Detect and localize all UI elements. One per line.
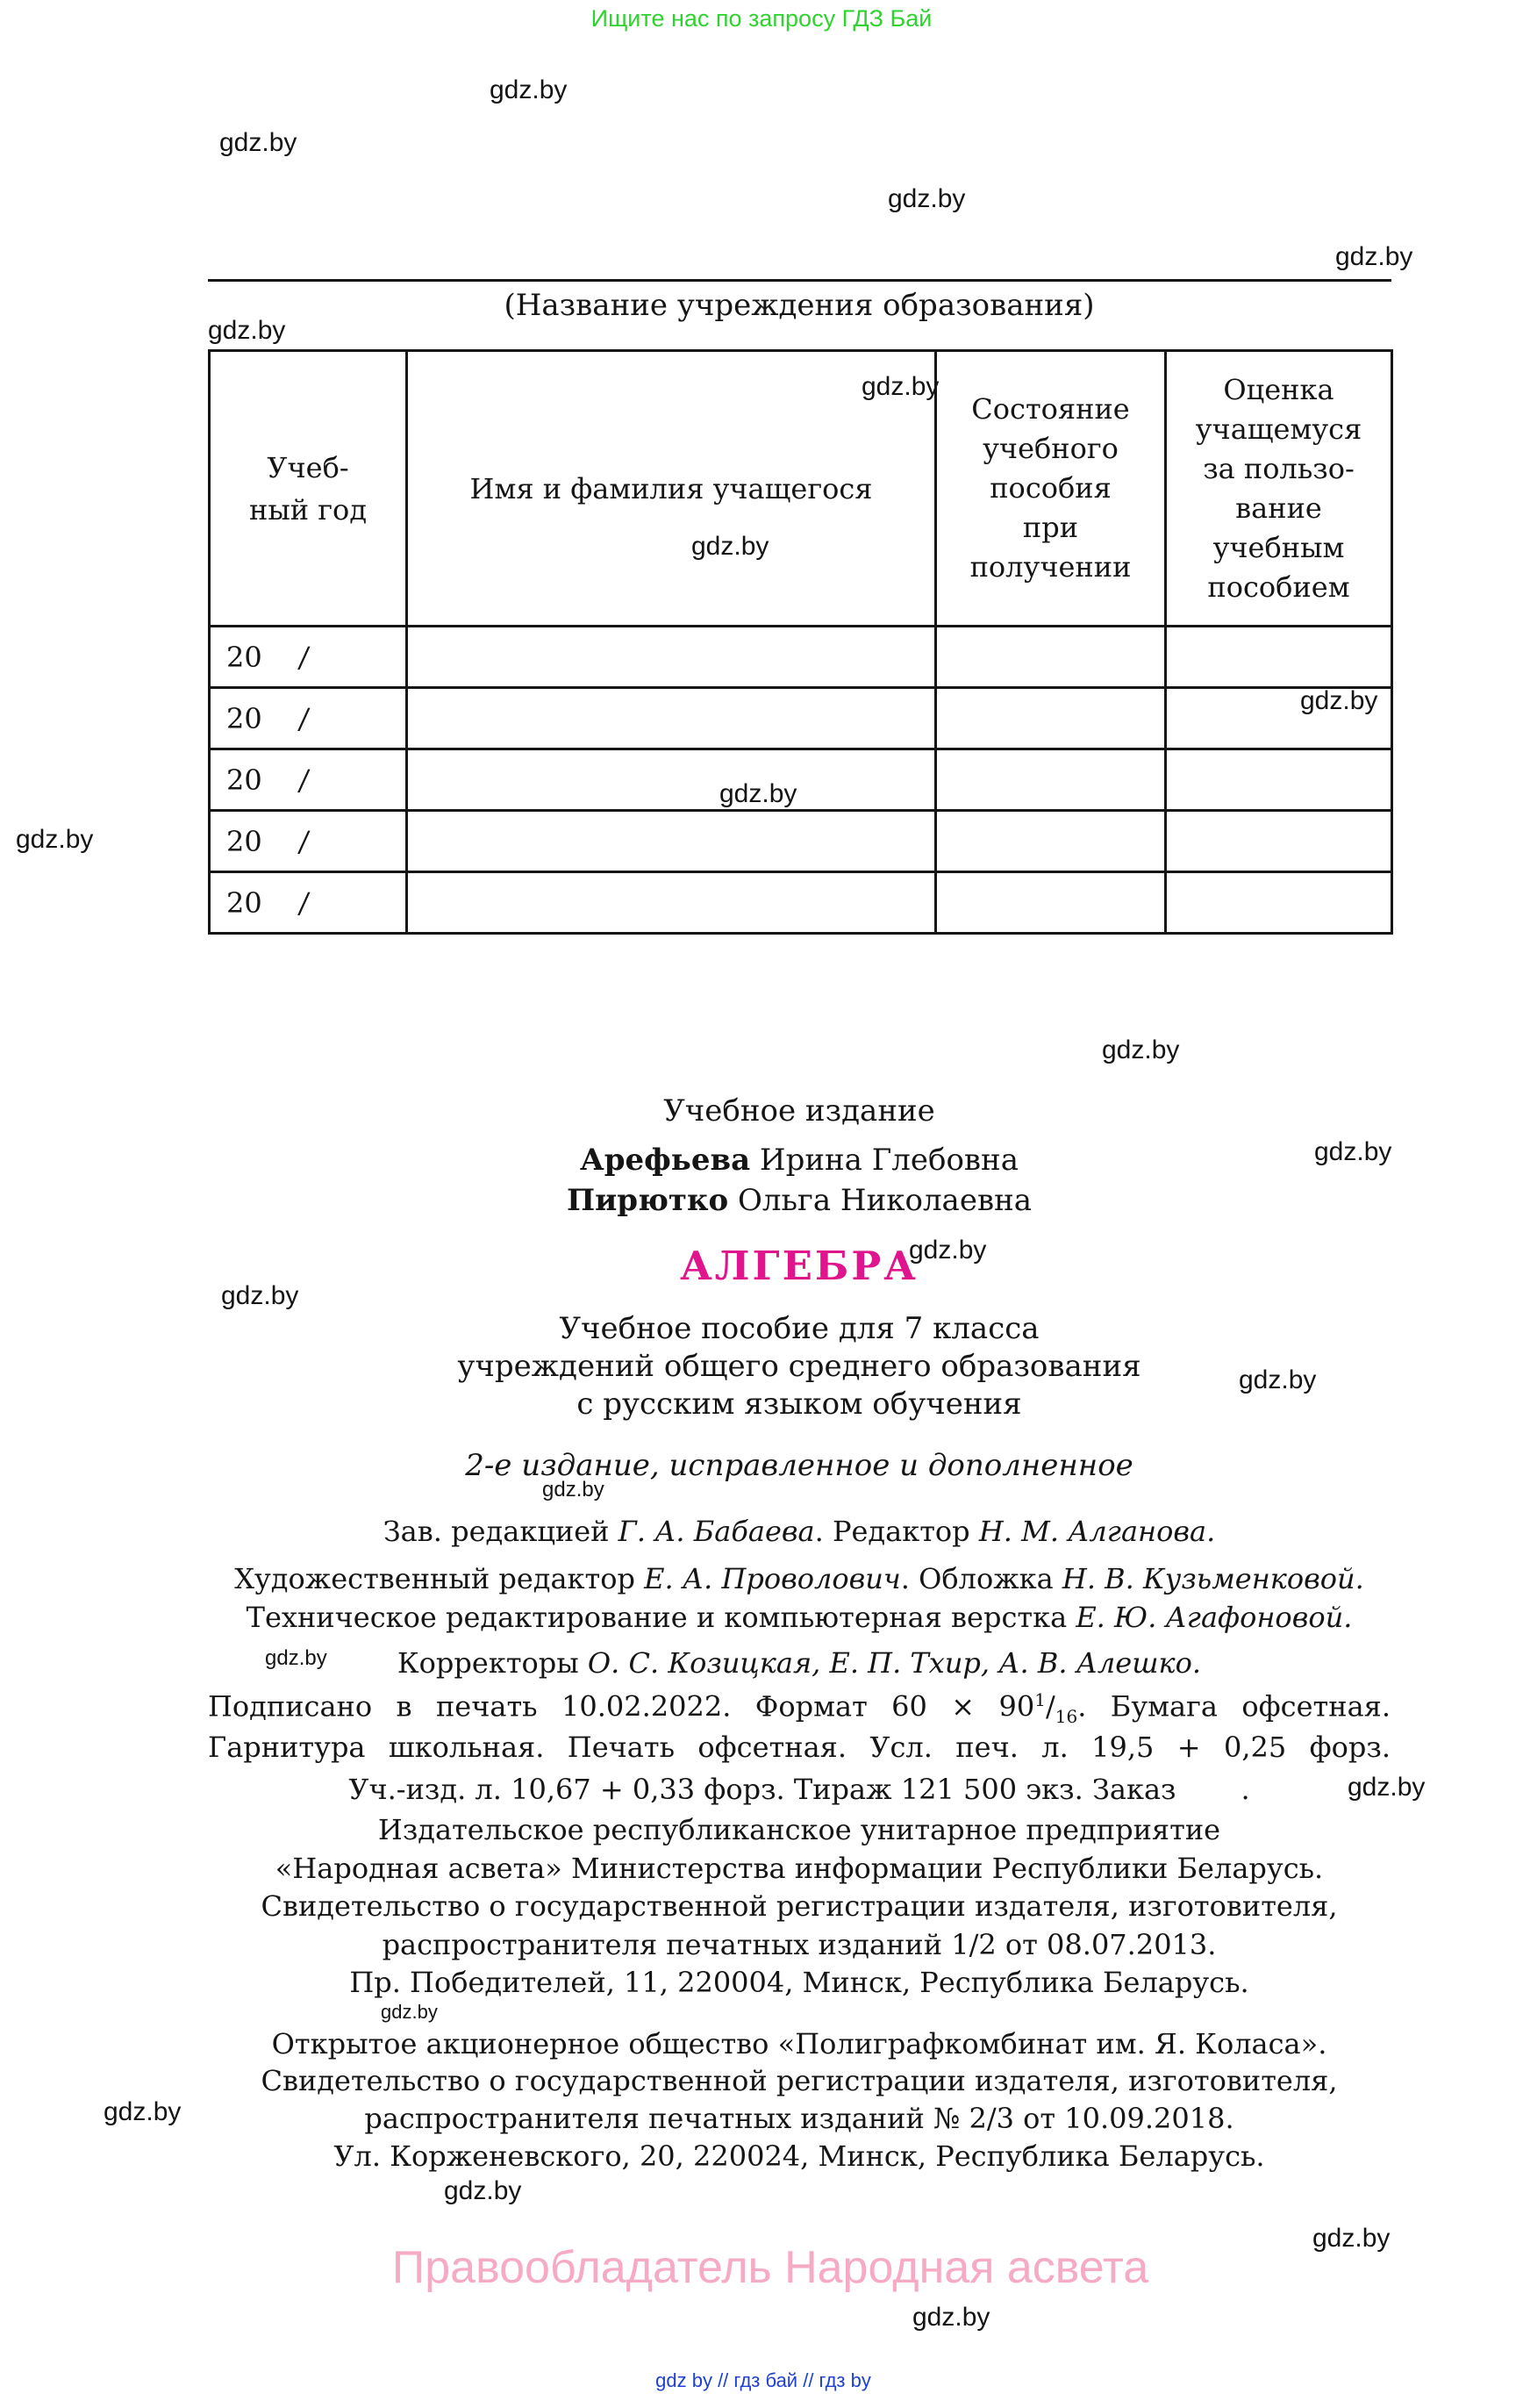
header-text: получении — [969, 550, 1132, 584]
staff-line-editors — [208, 1515, 1391, 1548]
year-slash: / — [297, 824, 311, 858]
gdz-watermark: gdz.by — [691, 532, 769, 561]
year-cell — [210, 872, 407, 934]
print-info-line-2: Гарнитура школьная. Печать офсетная. Усл. печ. л. 19,5 + 0,25 форз. — [208, 1731, 1391, 1764]
gdz-watermark: gdz.by — [1314, 1137, 1392, 1166]
year-slash: / — [297, 763, 311, 797]
publisher-line-1: Издательское республиканское унитарное предприятие — [377, 1813, 1221, 1846]
textbook-usage-table — [208, 349, 1393, 935]
gdz-watermark: gdz.by — [444, 2176, 522, 2205]
name-cell-empty — [407, 688, 936, 749]
staff-line-art — [208, 1562, 1391, 1595]
print-text: Подписано в печать 10.02.2022. Формат 60 × 90 — [208, 1689, 1035, 1724]
order-period: . — [1241, 1773, 1250, 1806]
header-text: за пользо- — [1203, 451, 1355, 485]
name-cell-empty — [407, 872, 936, 934]
gdz-watermark: gdz.by — [221, 1281, 299, 1310]
book-title: АЛГЕБРА — [680, 1243, 919, 1289]
table-row — [210, 688, 1392, 749]
publisher-line-2: «Народная асвета» Министерства информации Республики Беларусь. — [275, 1852, 1324, 1885]
year-cell — [210, 749, 407, 811]
condition-cell-empty — [936, 872, 1166, 934]
signature-line — [208, 279, 1391, 282]
gdz-watermark: gdz.by — [16, 825, 94, 854]
print-info-line-1 — [208, 1689, 1391, 1727]
condition-cell-empty — [936, 688, 1166, 749]
year-prefix: 20 — [226, 885, 262, 920]
year-prefix: 20 — [226, 824, 262, 858]
printer-line-2: Свидетельство о государственной регистрации издателя, изготовителя, — [261, 2064, 1338, 2097]
gdz-watermark: gdz.by — [381, 2001, 438, 2023]
table-row — [210, 811, 1392, 872]
year-prefix: 20 — [226, 763, 262, 797]
header-text: Учеб- — [267, 450, 349, 484]
header-text: пособия — [990, 471, 1112, 505]
print-info-line-3 — [208, 1773, 1391, 1806]
col-header-grade — [1166, 351, 1392, 627]
table-row — [210, 872, 1392, 934]
staff-name: Г. А. Бабаева — [618, 1515, 815, 1548]
gdz-watermark: gdz.by — [1300, 686, 1378, 715]
year-prefix: 20 — [226, 701, 262, 735]
grade-cell-empty — [1166, 688, 1392, 749]
gdz-watermark: gdz.by — [1239, 1365, 1317, 1394]
condition-cell-empty — [936, 749, 1166, 811]
format-slash: / — [1045, 1689, 1055, 1724]
gdz-watermark: gdz.by — [912, 2303, 990, 2332]
staff-text: . Обложка — [900, 1562, 1062, 1595]
staff-name: Н. В. Кузьменковой. — [1062, 1562, 1364, 1595]
format-sup: 1 — [1034, 1689, 1046, 1710]
gdz-watermark: gdz.by — [1335, 242, 1413, 271]
year-cell — [210, 627, 407, 688]
gdz-watermark: gdz.by — [104, 2097, 182, 2126]
footer-links: gdz by // гдз бай // гдз by — [655, 2369, 871, 2391]
gdz-watermark: gdz.by — [1312, 2224, 1391, 2253]
school-name-caption: (Название учреждения образования) — [504, 288, 1095, 323]
staff-name: Н. М. Алганова. — [978, 1515, 1216, 1548]
col-header-condition — [936, 351, 1166, 627]
search-promo-banner: Ищите нас по запросу ГДЗ Бай — [590, 5, 933, 32]
gdz-watermark: gdz.by — [542, 1478, 604, 1501]
gdz-watermark: gdz.by — [862, 372, 940, 401]
printer-line-3: распространителя печатных изданий № 2/3 от 10.09.2018. — [364, 2102, 1234, 2135]
publisher-line-5: Пр. Победителей, 11, 220004, Минск, Республика Беларусь. — [349, 1966, 1249, 1999]
publisher-line-3: Свидетельство о государственной регистрации издателя, изготовителя, — [261, 1889, 1338, 1923]
copyright-watermark: Правообладатель Народная асвета — [391, 2242, 1149, 2293]
edition-type: Учебное издание — [663, 1093, 935, 1129]
gdz-watermark: gdz.by — [1348, 1773, 1426, 1802]
year-slash: / — [297, 640, 311, 674]
staff-text: . Редактор — [814, 1515, 979, 1548]
year-prefix: 20 — [226, 640, 262, 674]
header-text: ный год — [248, 492, 368, 527]
table-row — [210, 749, 1392, 811]
header-text: Оценка — [1223, 372, 1334, 406]
subtitle-line-1: Учебное пособие для 7 класса — [559, 1311, 1040, 1346]
grade-cell-empty — [1166, 811, 1392, 872]
subtitle-line-3: с русским языком обучения — [576, 1387, 1022, 1422]
staff-name: О. С. Козицкая, Е. П. Тхир, А. В. Алешко. — [587, 1646, 1202, 1680]
gdz-watermark: gdz.by — [490, 75, 568, 104]
staff-line-proofreaders — [208, 1646, 1391, 1680]
author-2-names: Ольга Николаевна — [728, 1183, 1033, 1218]
subtitle-line-2: учреждений общего среднего образования — [457, 1349, 1141, 1384]
table-row — [210, 627, 1392, 688]
staff-name: Е. А. Проволович — [644, 1562, 901, 1595]
staff-text: Техническое редактирование и компьютерная верстка — [246, 1601, 1076, 1634]
gdz-watermark: gdz.by — [208, 316, 286, 345]
printer-line-4: Ул. Корженевского, 20, 220024, Минск, Республика Беларусь. — [333, 2139, 1265, 2173]
gdz-watermark: gdz.by — [888, 184, 966, 213]
year-slash: / — [297, 701, 311, 735]
header-text: учащемуся — [1195, 412, 1362, 446]
gdz-watermark: gdz.by — [719, 779, 797, 808]
staff-text: Художественный редактор — [234, 1562, 645, 1595]
format-sub: 16 — [1055, 1706, 1078, 1728]
print-text: . Бумага офсетная. — [1077, 1689, 1391, 1724]
year-cell — [210, 811, 407, 872]
grade-cell-empty — [1166, 872, 1392, 934]
gdz-watermark: gdz.by — [265, 1646, 327, 1670]
gdz-watermark: gdz.by — [1102, 1036, 1180, 1064]
author-1 — [208, 1143, 1391, 1178]
author-1-names: Ирина Глебовна — [750, 1143, 1019, 1178]
header-text: вание — [1235, 491, 1322, 525]
publisher-line-4: распространителя печатных изданий 1/2 от 08.07.2013. — [382, 1928, 1217, 1961]
grade-cell-empty — [1166, 749, 1392, 811]
header-text: Имя и фамилия учащегося — [469, 471, 873, 505]
author-2 — [208, 1183, 1391, 1218]
name-cell-empty — [407, 811, 936, 872]
name-cell-empty — [407, 627, 936, 688]
print-text: Уч.-изд. л. 10,67 + 0,33 форз. Тираж 121 500 экз. Заказ — [348, 1773, 1176, 1806]
name-cell-empty — [407, 749, 936, 811]
staff-text: Корректоры — [397, 1646, 588, 1680]
year-cell — [210, 688, 407, 749]
grade-cell-empty — [1166, 627, 1392, 688]
condition-cell-empty — [936, 811, 1166, 872]
gdz-watermark: gdz.by — [909, 1236, 987, 1265]
header-text: при — [1022, 511, 1079, 544]
staff-line-technical — [208, 1601, 1391, 1634]
header-text: Состояние — [971, 392, 1130, 426]
year-slash: / — [297, 885, 311, 920]
gdz-watermark: gdz.by — [219, 128, 297, 157]
header-text: учебным — [1212, 530, 1345, 564]
table-header-row — [210, 351, 1392, 627]
col-header-student-name — [407, 351, 936, 627]
condition-cell-empty — [936, 627, 1166, 688]
header-text: пособием — [1207, 570, 1350, 604]
printer-line-1: Открытое акционерное общество «Полиграфкомбинат им. Я. Коласа». — [271, 2027, 1327, 2060]
author-1-surname: Арефьева — [580, 1143, 751, 1178]
staff-text: Зав. редакцией — [383, 1515, 618, 1548]
header-text: учебного — [983, 432, 1119, 465]
edition-note: 2-е издание, исправленное и дополненное — [465, 1448, 1133, 1483]
col-header-school-year — [210, 351, 407, 627]
author-2-surname: Пирютко — [566, 1183, 729, 1218]
staff-name: Е. Ю. Агафоновой. — [1076, 1601, 1353, 1634]
